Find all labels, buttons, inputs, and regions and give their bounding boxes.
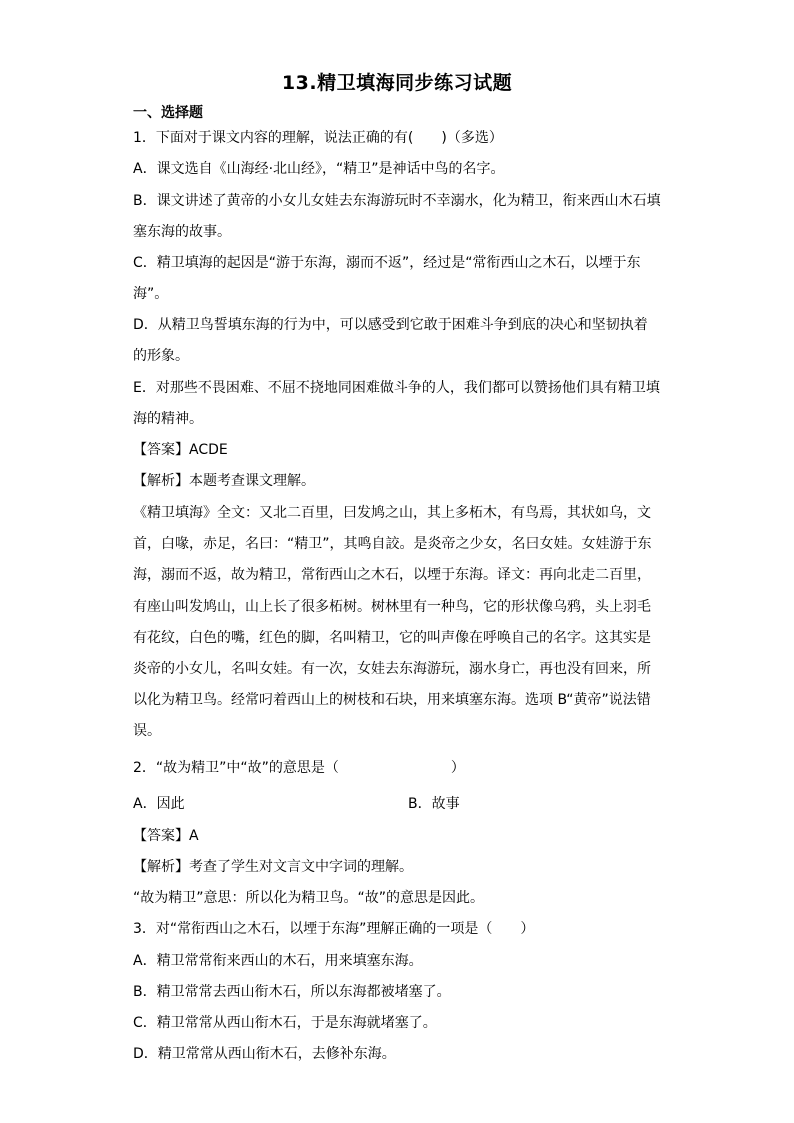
q2-options-row bbox=[133, 794, 673, 814]
q1-explanation-line: 首，白喙，赤足，名曰：“精卫”，其鸣自詨。是炎帝之少女，名曰女娃。女娃游于东 bbox=[133, 536, 652, 552]
q3-option-d: D．精卫常常从西山衔木石，去修补东海。 bbox=[133, 1046, 396, 1062]
q1-answer: 【答案】ACDE bbox=[133, 442, 228, 458]
q1-option-e: E．对那些不畏困难、不屈不挠地同困难做斗争的人，我们都可以赞扬他们具有精卫填 bbox=[133, 380, 660, 396]
q3-option-a: A．精卫常常衔来西山的木石，用来填塞东海。 bbox=[133, 953, 423, 969]
question-3-stem: 3．对“常衔西山之木石，以堙于东海”理解正确的一项是（ ） bbox=[133, 921, 535, 937]
question-1-stem: 1．下面对于课文内容的理解，说法正确的有( )（多选） bbox=[133, 130, 503, 146]
q2-analysis: 【解析】考查了学生对文言文中字词的理解。 bbox=[133, 859, 413, 875]
q1-option-d-cont: 的形象。 bbox=[133, 348, 189, 364]
q1-option-b: B．课文讲述了黄帝的小女儿女娃去东海游玩时不幸溺水，化为精卫，衔来西山木石填 bbox=[133, 193, 661, 209]
q1-option-e-cont: 海的精神。 bbox=[133, 411, 203, 427]
q1-option-c: C．精卫填海的起因是“游于东海，溺而不返”，经过是“常衔西山之木石，以堙于东 bbox=[133, 255, 641, 271]
q2-option-a: A．因此 bbox=[133, 796, 185, 812]
q1-explanation-line: 有座山叫发鸠山，山上长了很多柘树。树林里有一种鸟，它的形状像乌鸦，头上羽毛 bbox=[133, 599, 651, 615]
page-title: 13.精卫填海同步练习试题 bbox=[281, 72, 513, 94]
q1-option-d: D．从精卫鸟誓填东海的行为中，可以感受到它敢于困难斗争到底的决心和坚韧执着 bbox=[133, 317, 648, 333]
q1-analysis: 【解析】本题考查课文理解。 bbox=[133, 473, 315, 489]
question-2-stem: 2．“故为精卫”中“故”的意思是（ ） bbox=[133, 760, 465, 776]
q2-explanation: “故为精卫”意思：所以化为精卫鸟。“故”的意思是因此。 bbox=[133, 890, 485, 906]
q1-option-a: A．课文选自《山海经·北山经》，“精卫”是神话中鸟的名字。 bbox=[133, 161, 505, 177]
q1-explanation-line: 有花纹，白色的嘴，红色的脚，名叫精卫，它的叫声像在呼唤自己的名字。这其实是 bbox=[133, 630, 651, 646]
q1-explanation-line: 《精卫填海》全文：又北二百里，曰发鸠之山，其上多柘木，有鸟焉，其状如乌，文 bbox=[133, 505, 651, 521]
q2-answer: 【答案】A bbox=[133, 828, 199, 844]
q3-option-c: C．精卫常常从西山衔木石，于是东海就堵塞了。 bbox=[133, 1015, 437, 1031]
q3-option-b: B．精卫常常去西山衔木石，所以东海都被堵塞了。 bbox=[133, 984, 451, 1000]
q1-option-b-cont: 塞东海的故事。 bbox=[133, 224, 231, 240]
q1-explanation-line: 炎帝的小女儿，名叫女娃。有一次，女娃去东海游玩，溺水身亡，再也没有回来，所 bbox=[133, 661, 651, 677]
q1-explanation-line: 以化为精卫鸟。经常叼着西山上的树枝和石块，用来填塞东海。选项 B“黄帝”说法错 bbox=[133, 692, 651, 708]
q1-option-c-cont: 海”。 bbox=[133, 286, 169, 302]
q1-explanation-line: 海，溺而不返，故为精卫，常衔西山之木石，以堙于东海。译文：再向北走二百里， bbox=[133, 567, 651, 583]
section-heading: 一、选择题 bbox=[133, 105, 203, 121]
q2-option-b: B．故事 bbox=[408, 796, 460, 812]
q1-explanation-line: 误。 bbox=[133, 723, 161, 739]
